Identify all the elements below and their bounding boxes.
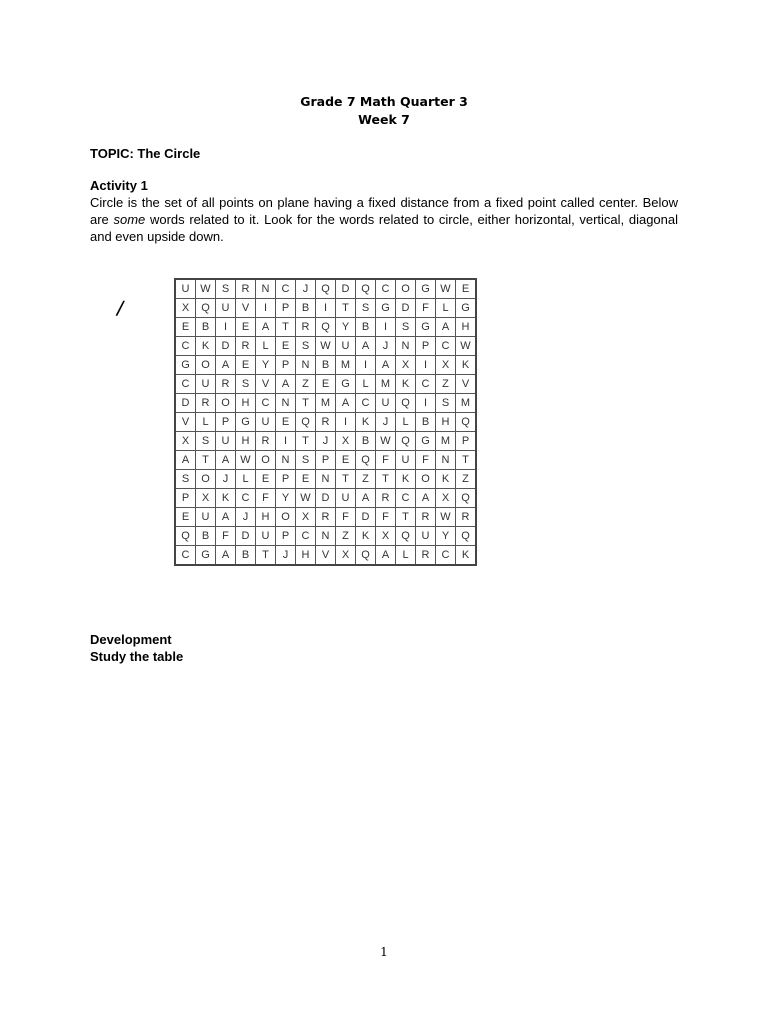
word-search-cell: C — [436, 337, 456, 356]
word-search-cell: T — [376, 470, 396, 489]
word-search-cell: L — [256, 337, 276, 356]
word-search-cell: G — [416, 279, 436, 299]
word-search-cell: F — [216, 527, 236, 546]
word-search-cell: Q — [316, 279, 336, 299]
word-search-cell: I — [336, 413, 356, 432]
word-search-cell: I — [216, 318, 236, 337]
word-search-cell: M — [336, 356, 356, 375]
word-search-cell: P — [175, 489, 196, 508]
word-search-cell: T — [296, 394, 316, 413]
word-search-cell: S — [356, 299, 376, 318]
instructions-text-start: Circle is the set of all points on plane having a fixed distance from a fixed point called center. Below are — [90, 195, 678, 227]
word-search-cell: A — [276, 375, 296, 394]
word-search-cell: W — [436, 279, 456, 299]
word-search-cell: V — [456, 375, 477, 394]
word-search-cell: Q — [296, 413, 316, 432]
word-search-cell: A — [436, 318, 456, 337]
word-search-cell: U — [216, 432, 236, 451]
word-search-cell: A — [336, 394, 356, 413]
word-search-cell: T — [456, 451, 477, 470]
word-search-cell: O — [196, 356, 216, 375]
word-search-cell: I — [316, 299, 336, 318]
word-search-cell: B — [196, 527, 216, 546]
word-search-row — [175, 451, 476, 470]
word-search-cell: F — [336, 508, 356, 527]
word-search-cell: I — [276, 432, 296, 451]
word-search-cell: X — [296, 508, 316, 527]
word-search-cell: N — [396, 337, 416, 356]
word-search-cell: F — [416, 451, 436, 470]
word-search-cell: M — [316, 394, 336, 413]
word-search-cell: O — [256, 451, 276, 470]
word-search-cell: Y — [256, 356, 276, 375]
word-search-cell: R — [296, 318, 316, 337]
word-search-cell: R — [456, 508, 477, 527]
word-search-cell: X — [175, 432, 196, 451]
word-search-cell: E — [256, 470, 276, 489]
word-search-cell: H — [436, 413, 456, 432]
word-search-cell: A — [216, 508, 236, 527]
word-search-cell: J — [316, 432, 336, 451]
word-search-row — [175, 489, 476, 508]
word-search-cell: K — [356, 527, 376, 546]
word-search-cell: S — [236, 375, 256, 394]
word-search-cell: L — [396, 546, 416, 566]
word-search-cell: Q — [356, 279, 376, 299]
word-search-cell: T — [256, 546, 276, 566]
word-search-cell: W — [376, 432, 396, 451]
word-search-cell: X — [175, 299, 196, 318]
word-search-cell: U — [396, 451, 416, 470]
word-search-row — [175, 318, 476, 337]
word-search-cell: A — [356, 489, 376, 508]
word-search-cell: X — [336, 546, 356, 566]
word-search-cell: Y — [336, 318, 356, 337]
word-search-cell: J — [376, 413, 396, 432]
word-search-cell: G — [175, 356, 196, 375]
word-search-cell: R — [316, 413, 336, 432]
word-search-cell: E — [336, 451, 356, 470]
handwritten-mark: / — [114, 295, 126, 322]
word-search-cell: H — [296, 546, 316, 566]
word-search-cell: O — [396, 279, 416, 299]
word-search-cell: K — [436, 470, 456, 489]
word-search-cell: C — [396, 489, 416, 508]
word-search-row — [175, 508, 476, 527]
word-search-cell: V — [236, 299, 256, 318]
word-search-cell: O — [276, 508, 296, 527]
word-search-cell: M — [456, 394, 477, 413]
word-search-cell: X — [196, 489, 216, 508]
word-search-cell: K — [356, 413, 376, 432]
word-search-cell: F — [376, 451, 396, 470]
word-search-cell: C — [356, 394, 376, 413]
word-search-cell: A — [376, 546, 396, 566]
word-search-row — [175, 394, 476, 413]
instructions-text-end: words related to it. Look for the words related to circle, either horizontal, vertical, diagonal and even upside down. — [90, 212, 678, 244]
word-search-cell: H — [456, 318, 477, 337]
word-search-cell: P — [316, 451, 336, 470]
word-search-cell: D — [175, 394, 196, 413]
word-search-cell: S — [296, 451, 316, 470]
word-search-cell: N — [316, 527, 336, 546]
word-search-cell: C — [175, 337, 196, 356]
word-search-cell: G — [336, 375, 356, 394]
word-search-cell: O — [416, 470, 436, 489]
word-search-cell: X — [336, 432, 356, 451]
word-search-cell: B — [196, 318, 216, 337]
word-search-cell: U — [336, 489, 356, 508]
word-search-cell: L — [356, 375, 376, 394]
word-search-cell: M — [376, 375, 396, 394]
word-search-cell: H — [236, 394, 256, 413]
word-search-cell: L — [236, 470, 256, 489]
word-search-cell: L — [396, 413, 416, 432]
development-heading: Development — [90, 632, 172, 647]
word-search-cell: U — [216, 299, 236, 318]
word-search-cell: B — [236, 546, 256, 566]
word-search-cell: G — [236, 413, 256, 432]
word-search-cell: Q — [396, 394, 416, 413]
page-number: 1 — [380, 945, 388, 959]
word-search-cell: U — [376, 394, 396, 413]
word-search-cell: Z — [336, 527, 356, 546]
word-search-cell: O — [196, 470, 216, 489]
word-search-cell: B — [296, 299, 316, 318]
word-search-cell: S — [436, 394, 456, 413]
word-search-cell: Q — [175, 527, 196, 546]
word-search-cell: R — [316, 508, 336, 527]
word-search-cell: A — [216, 451, 236, 470]
word-search-cell: V — [256, 375, 276, 394]
word-search-cell: B — [356, 318, 376, 337]
word-search-cell: R — [236, 337, 256, 356]
word-search-cell: T — [336, 470, 356, 489]
word-search-cell: D — [236, 527, 256, 546]
instructions-emphasis: some — [113, 212, 146, 227]
word-search-cell: Z — [296, 375, 316, 394]
word-search-cell: C — [376, 279, 396, 299]
word-search-cell: U — [336, 337, 356, 356]
word-search-cell: W — [236, 451, 256, 470]
word-search-cell: P — [276, 470, 296, 489]
word-search-cell: L — [436, 299, 456, 318]
word-search-cell: Q — [456, 527, 477, 546]
word-search-cell: Q — [456, 413, 477, 432]
word-search-cell: R — [416, 508, 436, 527]
document-title: Grade 7 Math Quarter 3 — [300, 94, 468, 109]
word-search-cell: F — [376, 508, 396, 527]
word-search-cell: Z — [456, 470, 477, 489]
word-search-cell: P — [276, 527, 296, 546]
word-search-cell: L — [196, 413, 216, 432]
word-search-cell: Q — [196, 299, 216, 318]
word-search-cell: R — [416, 546, 436, 566]
word-search-cell: R — [236, 279, 256, 299]
word-search-cell: J — [296, 279, 316, 299]
word-search-cell: E — [296, 470, 316, 489]
word-search-row — [175, 375, 476, 394]
word-search-cell: Z — [436, 375, 456, 394]
word-search-cell: V — [316, 546, 336, 566]
word-search-cell: K — [456, 356, 477, 375]
word-search-cell: A — [356, 337, 376, 356]
word-search-cell: J — [216, 470, 236, 489]
word-search-row — [175, 470, 476, 489]
word-search-cell: N — [296, 356, 316, 375]
word-search-cell: K — [216, 489, 236, 508]
word-search-cell: X — [436, 489, 456, 508]
word-search-cell: N — [276, 394, 296, 413]
word-search-cell: S — [216, 279, 236, 299]
word-search-cell: Q — [356, 451, 376, 470]
word-search-cell: O — [216, 394, 236, 413]
word-search-cell: D — [336, 279, 356, 299]
word-search-cell: Q — [356, 546, 376, 566]
word-search-cell: W — [196, 279, 216, 299]
activity-instructions — [90, 194, 678, 245]
word-search-cell: S — [296, 337, 316, 356]
word-search-cell: S — [396, 318, 416, 337]
word-search-cell: W — [316, 337, 336, 356]
word-search-grid — [174, 278, 477, 566]
word-search-cell: P — [416, 337, 436, 356]
word-search-cell: P — [456, 432, 477, 451]
word-search-cell: S — [196, 432, 216, 451]
word-search-row — [175, 527, 476, 546]
word-search-cell: B — [416, 413, 436, 432]
word-search-cell: R — [196, 394, 216, 413]
word-search-cell: R — [216, 375, 236, 394]
word-search-cell: K — [196, 337, 216, 356]
word-search-cell: A — [216, 546, 236, 566]
word-search-cell: D — [316, 489, 336, 508]
word-search-cell: R — [376, 489, 396, 508]
word-search-cell: U — [416, 527, 436, 546]
word-search-cell: G — [416, 432, 436, 451]
word-search-cell: I — [256, 299, 276, 318]
word-search-cell: P — [276, 356, 296, 375]
word-search-cell: C — [276, 279, 296, 299]
word-search-cell: J — [376, 337, 396, 356]
word-search-row — [175, 546, 476, 566]
word-search-cell: I — [376, 318, 396, 337]
word-search-cell: E — [276, 413, 296, 432]
word-search-cell: E — [236, 318, 256, 337]
word-search-cell: I — [356, 356, 376, 375]
word-search-cell: J — [236, 508, 256, 527]
word-search-cell: T — [276, 318, 296, 337]
word-search-cell: W — [456, 337, 477, 356]
word-search-cell: E — [456, 279, 477, 299]
word-search-cell: U — [175, 279, 196, 299]
word-search-cell: C — [256, 394, 276, 413]
word-search-cell: V — [175, 413, 196, 432]
word-search-cell: M — [436, 432, 456, 451]
word-search-cell: G — [416, 318, 436, 337]
word-search-cell: C — [175, 546, 196, 566]
word-search-cell: N — [276, 451, 296, 470]
word-search-row — [175, 279, 476, 299]
word-search-cell: D — [216, 337, 236, 356]
word-search-cell: I — [416, 356, 436, 375]
word-search-cell: U — [256, 413, 276, 432]
word-search-cell: C — [175, 375, 196, 394]
word-search-cell: C — [236, 489, 256, 508]
word-search-cell: X — [396, 356, 416, 375]
word-search-cell: R — [256, 432, 276, 451]
word-search-cell: U — [256, 527, 276, 546]
word-search-row — [175, 356, 476, 375]
word-search-cell: E — [175, 508, 196, 527]
word-search-cell: E — [236, 356, 256, 375]
word-search-cell: T — [336, 299, 356, 318]
word-search-cell: B — [356, 432, 376, 451]
word-search-cell: U — [196, 508, 216, 527]
word-search-cell: N — [316, 470, 336, 489]
word-search-cell: Q — [316, 318, 336, 337]
word-search-cell: Q — [456, 489, 477, 508]
word-search-cell: E — [175, 318, 196, 337]
word-search-row — [175, 299, 476, 318]
word-search-cell: N — [436, 451, 456, 470]
word-search-cell: H — [256, 508, 276, 527]
word-search-cell: K — [396, 470, 416, 489]
word-search-cell: Y — [276, 489, 296, 508]
word-search-cell: C — [296, 527, 316, 546]
word-search-cell: H — [236, 432, 256, 451]
week-label: Week 7 — [358, 112, 410, 127]
activity-heading: Activity 1 — [90, 178, 148, 193]
word-search-cell: B — [316, 356, 336, 375]
word-search-cell: Z — [356, 470, 376, 489]
study-table-label: Study the table — [90, 649, 184, 664]
word-search-cell: A — [175, 451, 196, 470]
word-search-cell: G — [196, 546, 216, 566]
word-search-cell: F — [416, 299, 436, 318]
word-search-cell: A — [216, 356, 236, 375]
word-search-cell: A — [256, 318, 276, 337]
word-search-cell: P — [216, 413, 236, 432]
word-search-cell: K — [396, 375, 416, 394]
word-search-cell: E — [276, 337, 296, 356]
word-search-cell: F — [256, 489, 276, 508]
topic-heading: TOPIC: The Circle — [90, 146, 201, 161]
word-search-row — [175, 413, 476, 432]
word-search-cell: Y — [436, 527, 456, 546]
word-search-cell: C — [416, 375, 436, 394]
word-search-cell: J — [276, 546, 296, 566]
word-search-cell: C — [436, 546, 456, 566]
word-search-cell: W — [436, 508, 456, 527]
word-search-cell: Q — [396, 527, 416, 546]
word-search-cell: E — [316, 375, 336, 394]
word-search-cell: K — [456, 546, 477, 566]
word-search-cell: U — [196, 375, 216, 394]
word-search-row — [175, 432, 476, 451]
word-search-cell: X — [436, 356, 456, 375]
word-search-cell: I — [416, 394, 436, 413]
word-search-cell: S — [175, 470, 196, 489]
word-search-cell: N — [256, 279, 276, 299]
word-search-cell: G — [376, 299, 396, 318]
word-search-cell: Q — [396, 432, 416, 451]
word-search-cell: A — [376, 356, 396, 375]
word-search-cell: G — [456, 299, 477, 318]
word-search-cell: D — [356, 508, 376, 527]
word-search-cell: P — [276, 299, 296, 318]
word-search-cell: T — [396, 508, 416, 527]
word-search-row — [175, 337, 476, 356]
word-search-cell: T — [296, 432, 316, 451]
word-search-cell: W — [296, 489, 316, 508]
word-search-cell: D — [396, 299, 416, 318]
word-search-cell: T — [196, 451, 216, 470]
word-search-cell: A — [416, 489, 436, 508]
word-search-cell: X — [376, 527, 396, 546]
